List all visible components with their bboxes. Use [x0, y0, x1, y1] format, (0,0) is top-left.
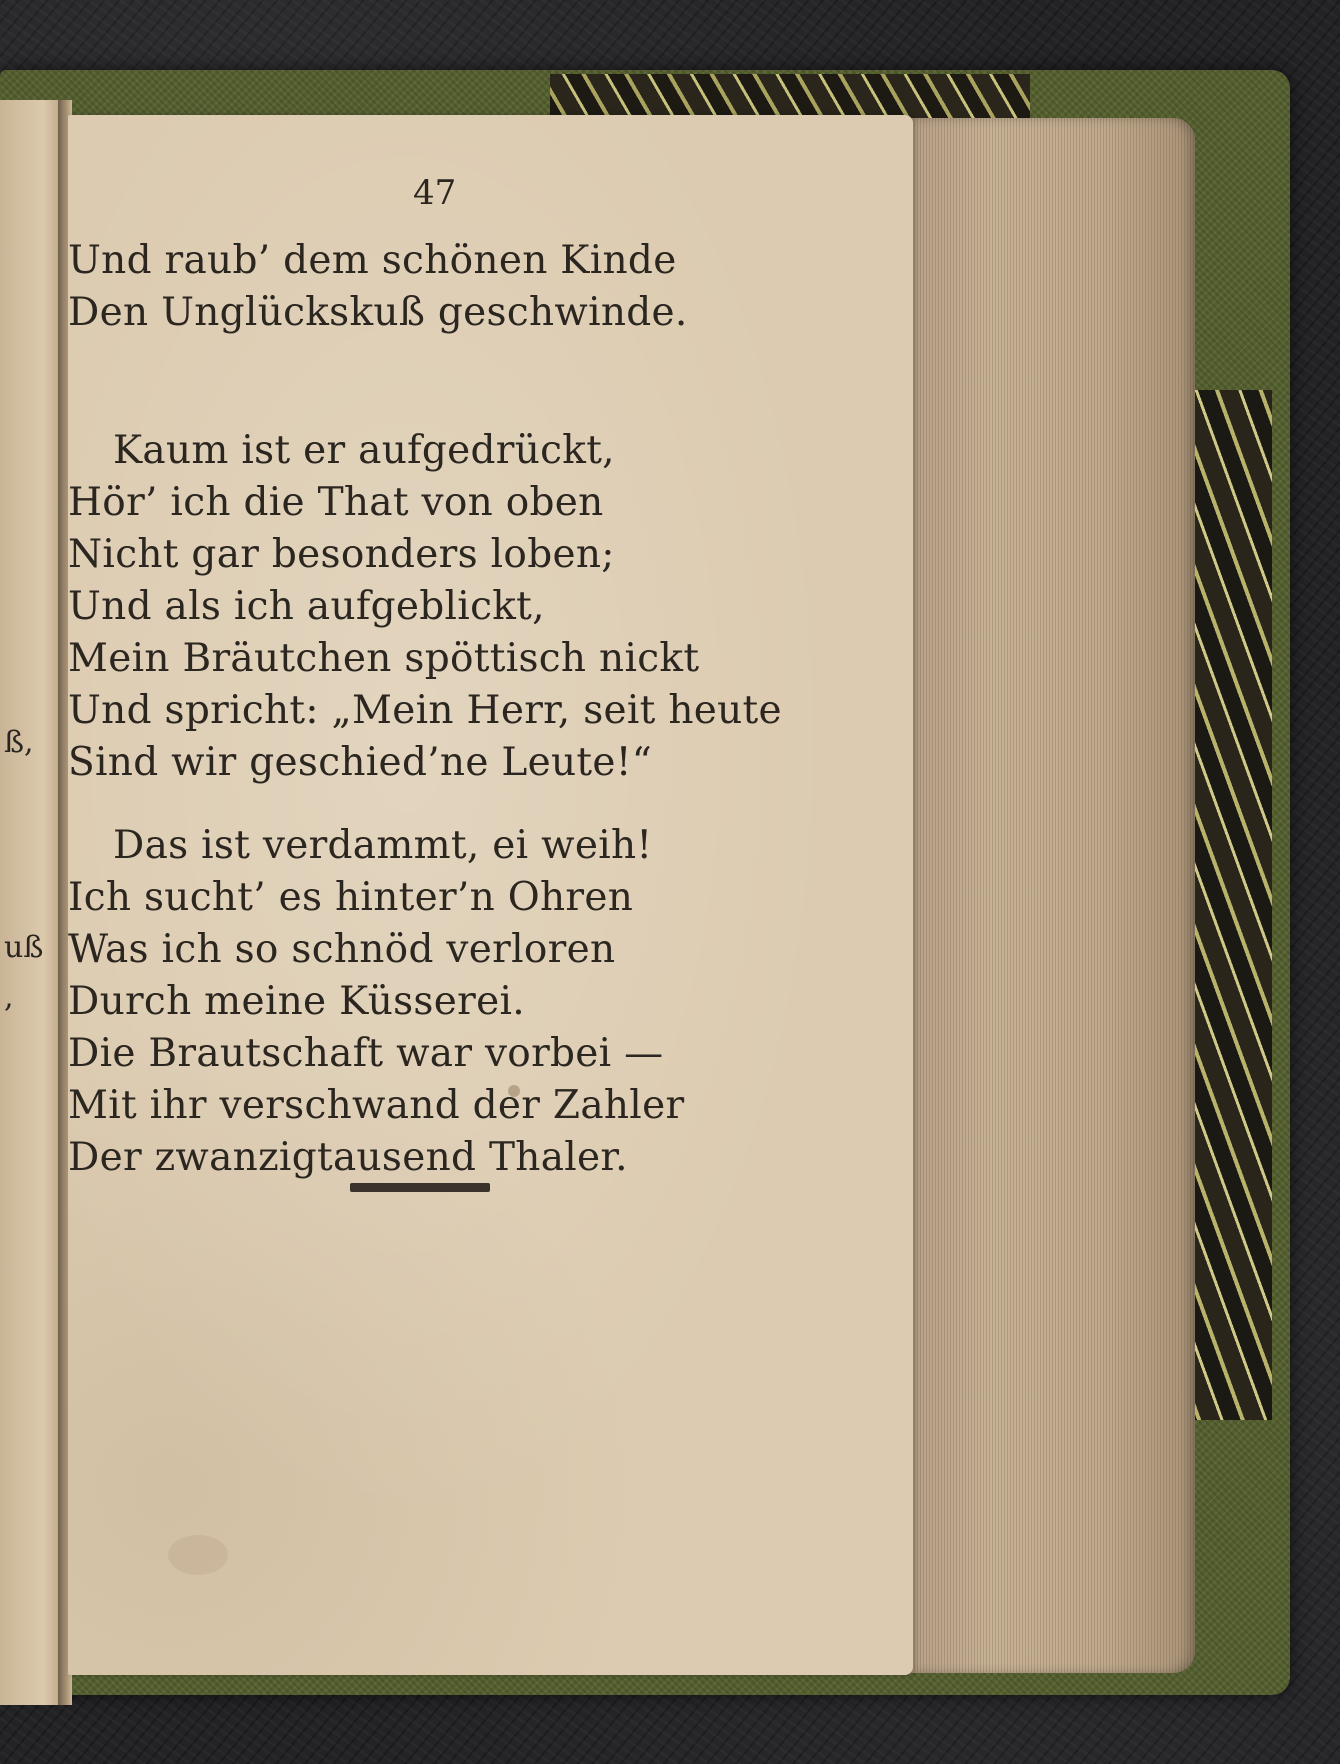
verse-line: Hör’ ich die That von oben	[68, 480, 604, 525]
verse-line: Was ich so schnöd verloren	[68, 927, 616, 972]
verse-line: Ich sucht’ es hinter’n Ohren	[68, 875, 634, 920]
left-page-fragment: ß,	[4, 725, 34, 760]
stanza	[68, 235, 688, 339]
verse-line: Und spricht: „Mein Herr, seit heute	[68, 688, 782, 733]
verse-line: Kaum ist er aufgedrückt,	[113, 428, 615, 473]
page-block-edge	[905, 118, 1195, 1673]
end-rule	[350, 1183, 490, 1192]
stanza	[68, 820, 684, 1184]
verse-line: Die Brautschaft war vorbei —	[68, 1031, 664, 1076]
verse-line: Und raub’ dem schönen Kinde	[68, 238, 677, 283]
verse-line: Sind wir geschied’ne Leute!“	[68, 740, 652, 785]
left-facing-page	[0, 100, 62, 1705]
left-page-fragment: uß	[4, 930, 44, 965]
verse-line: Mein Bräutchen spöttisch nickt	[68, 636, 700, 681]
verse-line: Durch meine Küsserei.	[68, 979, 525, 1024]
foxing-spot	[168, 1535, 228, 1575]
book-page	[68, 115, 913, 1675]
verse-line: Das ist verdammt, ei weih!	[113, 823, 653, 868]
verse-line: Den Unglückskuß geschwinde.	[68, 290, 688, 335]
left-page-fragment: ,	[4, 980, 14, 1015]
verse-line: Der zwanzigtausend Thaler.	[68, 1135, 628, 1180]
verse-line: Mit ihr verschwand der Zahler	[68, 1083, 685, 1128]
verse-line: Nicht gar besonders loben;	[68, 532, 615, 577]
page-number: 47	[413, 173, 457, 213]
verse-line: Und als ich aufgeblickt,	[68, 584, 545, 629]
stanza	[68, 425, 782, 789]
